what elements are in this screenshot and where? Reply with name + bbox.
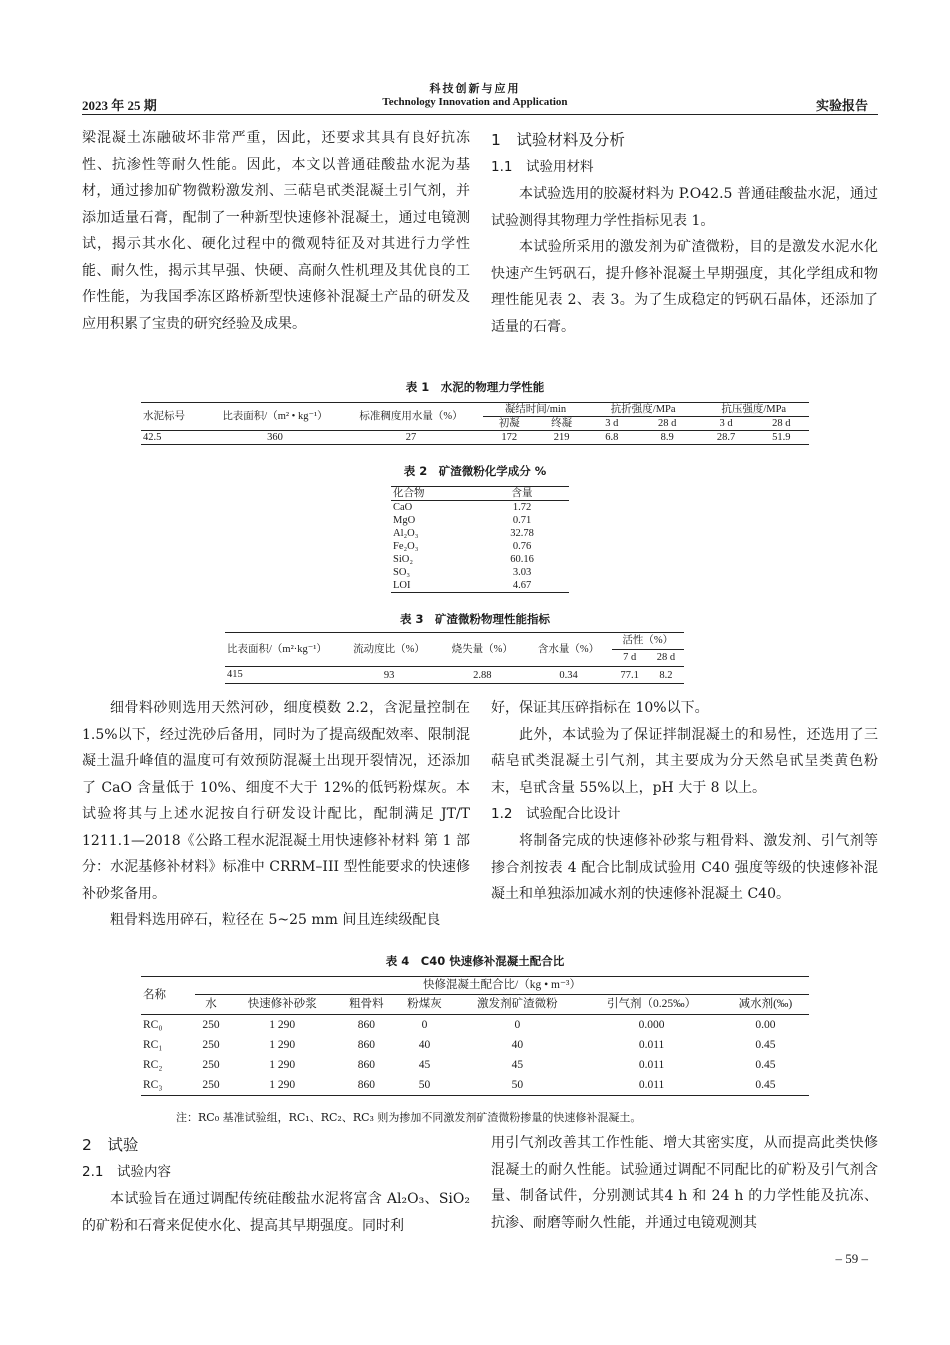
table2-cell: SiO₂ bbox=[393, 554, 414, 565]
table3 bbox=[225, 632, 684, 684]
table4-cell: 1 290 bbox=[269, 1038, 296, 1051]
table-row bbox=[141, 1075, 809, 1096]
table3-header: 烧失量（%） bbox=[439, 633, 525, 667]
table3-cell: 2.88 bbox=[473, 669, 492, 681]
table4-cell: 0.00 bbox=[755, 1018, 776, 1031]
table4-cell: 0.000 bbox=[638, 1018, 665, 1031]
subsection-heading-1-2: 1.2 试验配合比设计 bbox=[491, 806, 621, 822]
table4-cell: 250 bbox=[202, 1058, 220, 1071]
table-row bbox=[391, 566, 569, 579]
table4-cell: 250 bbox=[202, 1078, 220, 1091]
table3-header: 活性（%） bbox=[612, 633, 684, 650]
table4-col-header: 粗骨料 bbox=[349, 998, 384, 1010]
table4-cell: 1 290 bbox=[269, 1058, 296, 1071]
table1-cell: 8.9 bbox=[660, 432, 674, 443]
table2-header: 化合物 bbox=[393, 488, 425, 499]
table4-cell: RC₂ bbox=[143, 1059, 163, 1071]
table1-header: 抗压强度/MPa bbox=[698, 403, 809, 417]
table4-header: 快修混凝土配合比/（kg • m⁻³） bbox=[195, 977, 809, 995]
table2-cell: 32.78 bbox=[510, 528, 534, 539]
table4-cell: 1 290 bbox=[269, 1078, 296, 1091]
table1-subheader: 初凝 bbox=[498, 418, 520, 429]
table1-cell: 28.7 bbox=[716, 432, 736, 443]
table3-cell: 93 bbox=[383, 669, 395, 681]
table1-cell: 360 bbox=[267, 432, 283, 443]
table4-cell: 0.45 bbox=[755, 1078, 776, 1091]
table-row bbox=[141, 1015, 809, 1036]
table4-cell: 0.011 bbox=[638, 1078, 665, 1091]
subsection-heading-2-1: 2.1 试验内容 bbox=[82, 1164, 171, 1180]
table2-cell: 3.03 bbox=[512, 567, 532, 578]
subsection-heading-1-1: 1.1 试验用材料 bbox=[491, 159, 594, 175]
table4-cell: 0.45 bbox=[755, 1058, 776, 1071]
table3-subheader: 7 d bbox=[623, 652, 637, 663]
table4-cell: 0 bbox=[514, 1018, 521, 1031]
table1-cell: 51.9 bbox=[772, 432, 791, 443]
table4-col-header: 粉煤灰 bbox=[407, 998, 442, 1010]
table4-cell: 250 bbox=[202, 1038, 220, 1051]
table-row bbox=[391, 553, 569, 566]
table4 bbox=[141, 976, 809, 1096]
table4-col-header: 快速修补砂浆 bbox=[247, 998, 317, 1010]
table1 bbox=[141, 402, 809, 445]
table1-header: 水泥标号 bbox=[141, 403, 211, 431]
table-row bbox=[391, 540, 569, 553]
table4-header: 名称 bbox=[141, 977, 195, 1015]
table4-cell: 0 bbox=[421, 1018, 428, 1031]
paragraph: 梁混凝土冻融破坏非常严重，因此，还要求其具有良好抗冻性、抗渗性等耐久性能。因此，本文以普通硅酸盐水泥为基材，通过掺加矿物微粉激发剂、三萜皂甙类混凝土引气剂，并添加适量石膏，配制了一种新型快速修补混凝土，通过电镜测试，揭示其水化、硬化过程中的微观特征及对其进行力学性能、耐久性，揭示其早强、快硬、高耐久性机理及其优良的工作性能，为我国季冻区路桥新型快速修补混凝土产品的研发及应用积累了宝贵的研究经验及成果。 bbox=[82, 130, 470, 332]
table2-cell: 0.71 bbox=[512, 515, 532, 526]
table4-col-header: 引气剂（0.25‰） bbox=[606, 998, 697, 1010]
left-column-top bbox=[82, 125, 470, 337]
table4-cell: 40 bbox=[511, 1038, 524, 1051]
table1-subheader: 3 d bbox=[719, 418, 733, 429]
section-label: 实验报告 bbox=[815, 99, 868, 114]
table1-cell: 219 bbox=[553, 432, 570, 443]
table1-subheader: 28 d bbox=[657, 418, 677, 429]
table1-subheader: 终凝 bbox=[551, 418, 573, 429]
table1-caption: 表 1 水泥的物理力学性能 bbox=[405, 380, 545, 394]
paragraph: 此外，本试验为了保证拌制混凝土的和易性，还选用了三萜皂甙类混凝土引气剂，其主要成为分天然皂甙呈类黄色粉末，皂甙含量 55%以上，pH 大于 8 以上。 bbox=[491, 726, 878, 796]
table4-cell: 250 bbox=[202, 1018, 220, 1031]
table4-cell: 860 bbox=[357, 1018, 376, 1031]
right-column-mid bbox=[491, 695, 878, 908]
page-number: – 59 – bbox=[835, 1251, 868, 1266]
table2-cell: MgO bbox=[393, 515, 416, 526]
table3-subheader: 28 d bbox=[656, 652, 676, 663]
table2-cell: 60.16 bbox=[510, 554, 534, 565]
table3-caption: 表 3 矿渣微粉物理性能指标 bbox=[399, 612, 550, 626]
table1-header: 比表面积/（m² • kg⁻¹） bbox=[211, 403, 339, 431]
table1-header: 凝结时间/min bbox=[483, 403, 588, 417]
left-column-mid bbox=[82, 695, 470, 934]
paragraph: 好，保证其压碎指标在 10%以下。 bbox=[491, 700, 709, 716]
table4-cell: 45 bbox=[511, 1058, 524, 1071]
table-row bbox=[225, 667, 684, 684]
paragraph: 本试验选用的胶凝材料为 P.O42.5 普通硅酸盐水泥，通过试验测得其物理力学性指标见表 1。 bbox=[491, 186, 878, 229]
table3-header: 比表面积/（m²·kg⁻¹） bbox=[225, 633, 339, 667]
paragraph: 细骨料砂则选用天然河砂，细度模数 2.2，含泥量控制在 1.5%以下，经过洗砂后备用，同时为了提高级配效率、限制混凝土温升峰值的温度可有效预防混凝土出现开裂情况，还添加了 CaO 含量低于 10%、细度不大于 12%的低钙粉煤灰。本试验将其与上述水泥按自行研发设计配比，配制满足 JT/T 1211.1—2018《公路工程水泥混凝土用快速修补材料 第 1 部分：水泥基修补材料》标准中 CRRM–III 型性能要求的快速修补砂浆备用。 bbox=[82, 700, 470, 902]
table4-col-header: 水 bbox=[205, 998, 217, 1010]
section-heading-2: 2 试验 bbox=[82, 1136, 139, 1154]
table4-note: 注：RC₀ 基准试验组，RC₁、RC₂、RC₃ 则为掺加不同激发剂矿渣微粉掺量的快速修补混凝土。 bbox=[176, 1111, 642, 1124]
table4-cell: 50 bbox=[418, 1078, 431, 1091]
table2-cell: Al₂O₃ bbox=[393, 528, 419, 539]
left-column-bottom bbox=[82, 1131, 470, 1239]
table4-cell: 1 290 bbox=[269, 1018, 296, 1031]
table-row bbox=[391, 527, 569, 540]
table1-cell: 42.5 bbox=[143, 432, 162, 443]
table2-cell: 4.67 bbox=[512, 580, 532, 591]
table4-cell: RC₁ bbox=[143, 1039, 163, 1051]
table2-cell: SO₃ bbox=[393, 567, 411, 578]
table1-header: 抗折强度/MPa bbox=[588, 403, 699, 417]
table3-cell: 415 bbox=[227, 669, 243, 680]
table4-cell: 50 bbox=[511, 1078, 524, 1091]
table4-caption: 表 4 C40 快速修补混凝土配合比 bbox=[385, 954, 565, 968]
table4-col-header: 减水剂(‰) bbox=[738, 998, 793, 1010]
table-row bbox=[141, 1035, 809, 1055]
table4-cell: 40 bbox=[418, 1038, 431, 1051]
table2-cell: LOI bbox=[393, 580, 411, 591]
paragraph: 本试验旨在通过调配传统硅酸盐水泥将富含 Al₂O₃、SiO₂ 的矿粉和石膏来促使水化、提高其早期强度。同时利 bbox=[82, 1191, 470, 1234]
issue-label: 2023 年 25 期 bbox=[82, 98, 157, 113]
table2-caption: 表 2 矿渣微粉化学成分 % bbox=[403, 464, 547, 478]
table4-cell: 0.45 bbox=[755, 1038, 776, 1051]
table4-cell: RC₃ bbox=[143, 1079, 163, 1091]
right-column-bottom bbox=[491, 1130, 878, 1236]
table3-header: 含水量（%） bbox=[525, 633, 611, 667]
table4-cell: RC₀ bbox=[143, 1019, 163, 1031]
table-row bbox=[391, 514, 569, 527]
table2-cell: 1.72 bbox=[512, 502, 532, 513]
table4-cell: 860 bbox=[357, 1078, 376, 1091]
table1-cell: 27 bbox=[405, 432, 417, 443]
table4-cell: 0.011 bbox=[638, 1058, 665, 1071]
table-row bbox=[391, 501, 569, 515]
table3-header: 流动度比（%） bbox=[339, 633, 439, 667]
table3-cell: 8.2 bbox=[659, 669, 673, 681]
paragraph: 将制备完成的快速修补砂浆与粗骨料、激发剂、引气剂等掺合剂按表 4 配合比制成试验用 C40 强度等级的快速修补混凝土和单独添加减水剂的快速修补混凝土 C40。 bbox=[491, 833, 878, 902]
paragraph: 用引气剂改善其工作性能、增大其密实度，从而提高此类快修混凝土的耐久性能。试验通过调配不同配比的矿粉及引气剂含量、制备试件，分别测试其4 h 和 24 h 的力学性能及抗冻、抗渗、耐磨等耐久性能，并通过电镜观测其 bbox=[491, 1135, 878, 1231]
table1-subheader: 3 d bbox=[605, 418, 619, 429]
table4-cell: 860 bbox=[357, 1038, 376, 1051]
table4-col-header: 激发剂矿渣微粉 bbox=[477, 998, 558, 1010]
paragraph: 本试验所采用的激发剂为矿渣微粉，目的是激发水泥水化快速产生钙矾石，提升修补混凝土早期强度，其化学组成和物理性能见表 2、表 3。为了生成稳定的钙矾石晶体，还添加了适量的石膏。 bbox=[491, 239, 878, 335]
table2 bbox=[391, 486, 569, 593]
table2-cell: 0.76 bbox=[512, 541, 532, 552]
journal-title-en: Technology Innovation and Application bbox=[382, 96, 568, 108]
table-row bbox=[391, 579, 569, 593]
table-row bbox=[141, 1055, 809, 1075]
table1-cell: 6.8 bbox=[605, 432, 619, 443]
table1-cell: 172 bbox=[501, 432, 518, 443]
journal-title-cn: 科技创新与应用 bbox=[429, 82, 521, 95]
table2-header: 含量 bbox=[511, 488, 533, 499]
table3-cell: 77.1 bbox=[620, 669, 639, 681]
table4-cell: 0.011 bbox=[638, 1038, 665, 1051]
table4-cell: 45 bbox=[418, 1058, 431, 1071]
table3-cell: 0.34 bbox=[559, 669, 578, 681]
table2-cell: CaO bbox=[393, 502, 413, 513]
table-row bbox=[141, 431, 809, 445]
right-column-top bbox=[491, 126, 878, 340]
header-rule bbox=[82, 114, 878, 115]
table4-cell: 860 bbox=[357, 1058, 376, 1071]
table2-cell: Fe₂O₃ bbox=[393, 541, 419, 552]
table1-header: 标准稠度用水量（%） bbox=[339, 403, 483, 431]
section-heading-1: 1 试验材料及分析 bbox=[491, 131, 625, 149]
paragraph: 粗骨料选用碎石，粒径在 5~25 mm 间且连续级配良 bbox=[110, 912, 441, 928]
table1-subheader: 28 d bbox=[772, 418, 791, 429]
